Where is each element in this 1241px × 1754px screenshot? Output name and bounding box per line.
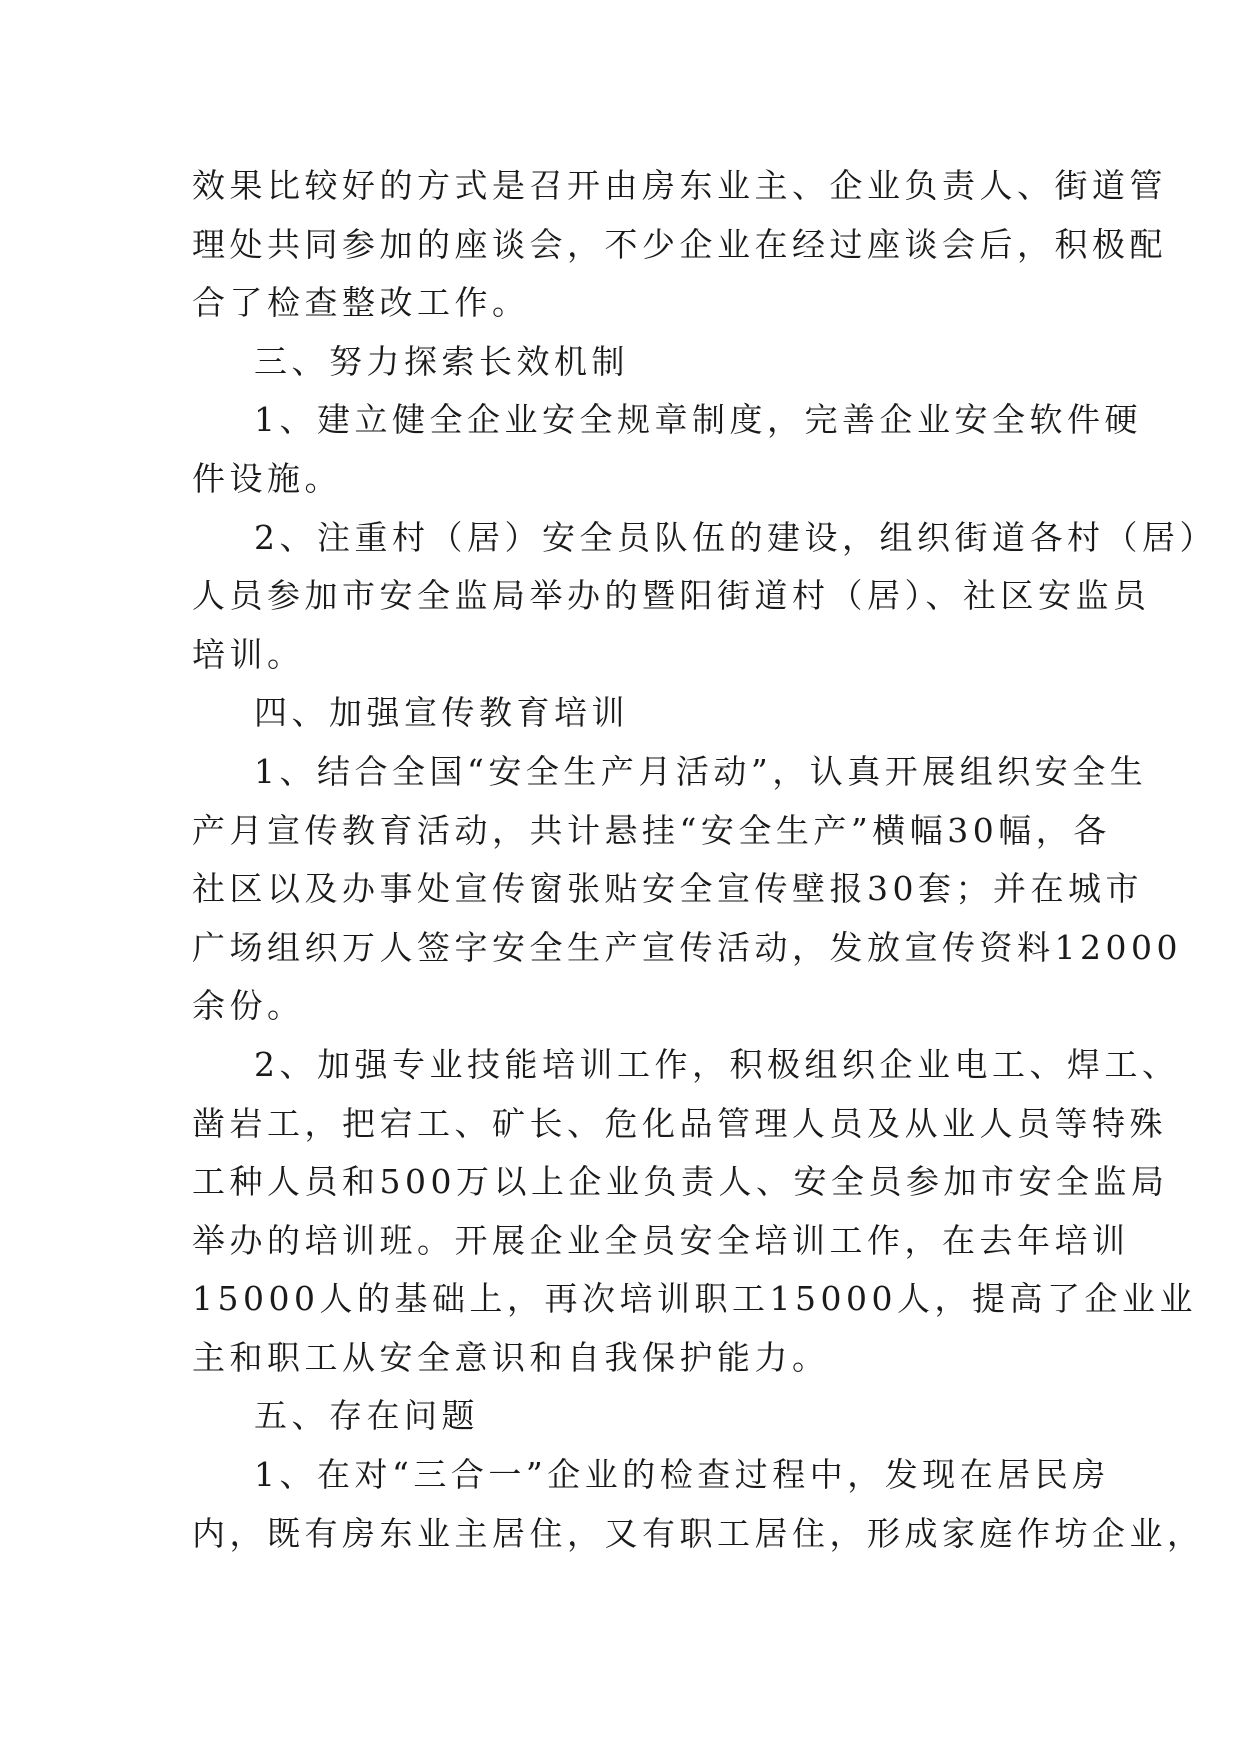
text-line: 培训。 bbox=[192, 634, 305, 674]
text-line: 广场组织万人签字安全生产宣传活动，发放宣传资料12000 bbox=[192, 927, 1182, 967]
text-line: 2、加强专业技能培训工作，积极组织企业电工、焊工、 bbox=[254, 1044, 1180, 1084]
text-line: 理处共同参加的座谈会，不少企业在经过座谈会后，积极配 bbox=[192, 224, 1167, 264]
section-heading: 四、加强宣传教育培训 bbox=[254, 693, 629, 733]
text-line: 效果比较好的方式是召开由房东业主、企业负责人、街道管 bbox=[192, 166, 1167, 205]
text-line: 社区以及办事处宣传窗张贴安全宣传壁报30套；并在城市 bbox=[192, 869, 1143, 909]
text-line: 凿岩工，把宕工、矿长、危化品管理人员及从业人员等特殊 bbox=[192, 1103, 1167, 1143]
text-line: 产月宣传教育活动，共计悬挂“安全生产”横幅30幅，各 bbox=[192, 810, 1111, 850]
text-line: 合了检查整改工作。 bbox=[192, 283, 530, 323]
text-line: 1、结合全国“安全生产月活动”，认真开展组织安全生 bbox=[254, 751, 1148, 791]
document-body bbox=[192, 157, 1217, 1563]
text-line: 1、在对“三合一”企业的检查过程中，发现在居民房 bbox=[254, 1455, 1110, 1495]
section-heading: 五、存在问题 bbox=[254, 1396, 479, 1436]
section-heading: 三、努力探索长效机制 bbox=[254, 341, 629, 381]
text-line: 余份。 bbox=[192, 986, 305, 1026]
text-line: 件设施。 bbox=[192, 458, 342, 498]
text-line: 人员参加市安全监局举办的暨阳街道村（居）、社区安监员 bbox=[192, 576, 1151, 616]
text-line: 1、建立健全企业安全规章制度，完善企业安全软件硬 bbox=[254, 400, 1142, 440]
text-line: 举办的培训班。开展企业全员安全培训工作，在去年培训 bbox=[192, 1220, 1130, 1260]
text-line: 15000人的基础上，再次培训职工15000人，提高了企业业 bbox=[192, 1279, 1197, 1319]
text-line: 内，既有房东业主居住，又有职工居住，形成家庭作坊企业， bbox=[192, 1513, 1205, 1553]
text-line: 2、注重村（居）安全员队伍的建设，组织街道各村（居） bbox=[254, 517, 1217, 557]
text-line: 主和职工从安全意识和自我保护能力。 bbox=[192, 1337, 830, 1377]
text-line: 工种人员和500万以上企业负责人、安全员参加市安全监局 bbox=[192, 1162, 1169, 1202]
